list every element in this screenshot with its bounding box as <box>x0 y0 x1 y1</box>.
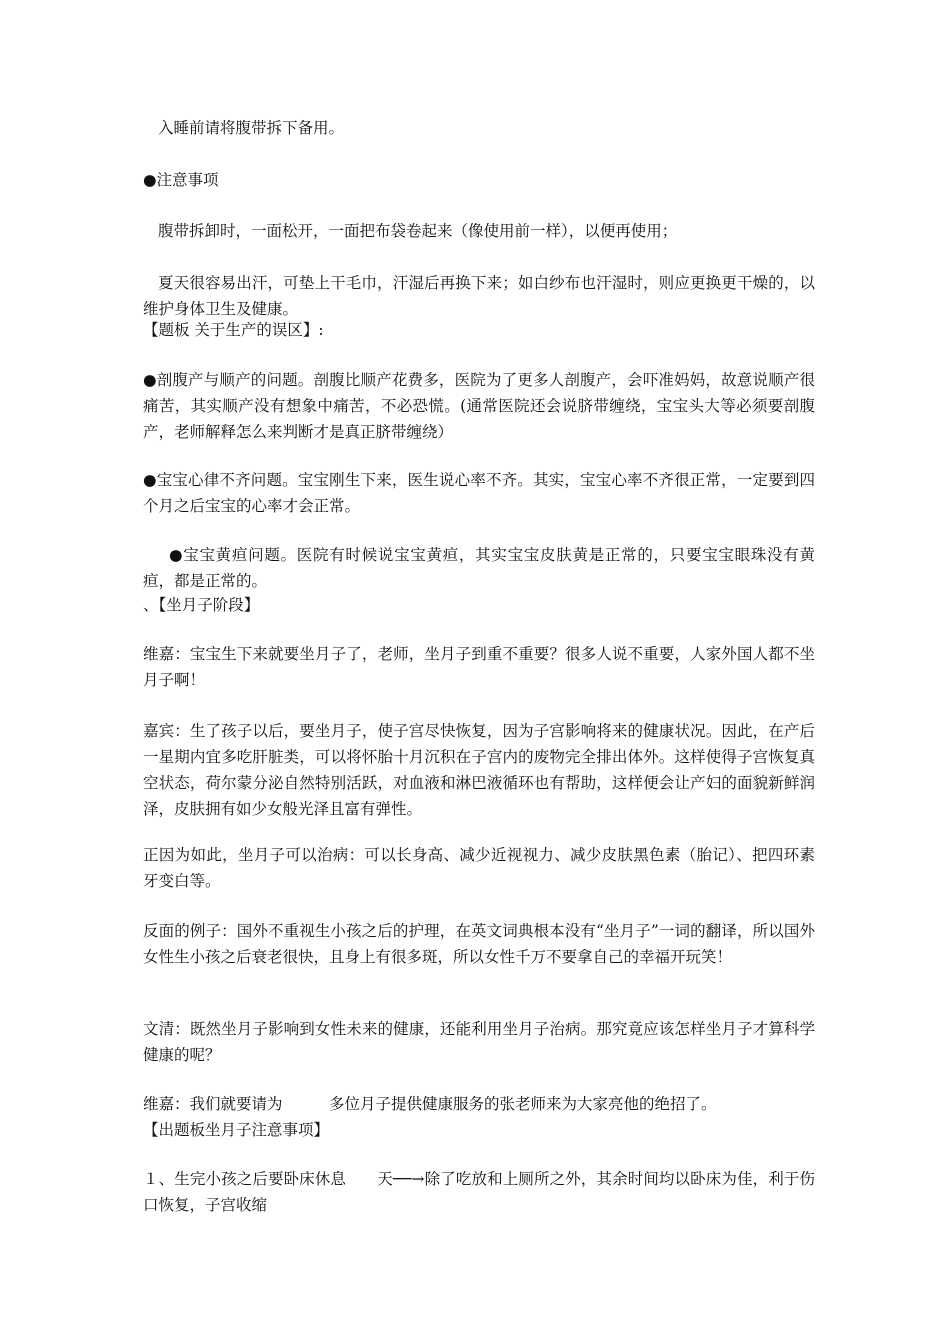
paragraph-weijia-question: 维嘉：宝宝生下来就要坐月子了，老师，坐月子到重不重要？很多人说不重要，人家外国人都不坐月子啊！ <box>143 645 815 689</box>
paragraph-weijia-introduction: 维嘉：我们就要请为 多位月子提供健康服务的张老师来为大家亮他的绝招了。 <box>143 1095 717 1113</box>
paragraph-guest-answer: 嘉宾：生了孩子以后，要坐月子，使子宫尽快恢复，因为子宫影响将来的健康状况。因此，在产后一星期内宜多吃肝脏类，可以将怀胎十月沉积在子宫内的废物完全排出体外。这样使得子宫恢复真空状态，荷尔蒙分泌自然特别活跃，对血液和淋巴液循环也有帮助，这样便会让产妇的面貌新鲜润泽，皮肤拥有如少女般光泽且富有弹性。 <box>143 722 815 818</box>
section-heading-childbirth-myths: 【题板 关于生产的误区】: <box>143 321 324 339</box>
section-heading-precautions: ●注意事项 <box>143 171 219 189</box>
section-heading-confinement-stage: 、【坐月子阶段】 <box>143 596 260 614</box>
paragraph-wenqing-question: 文清：既然坐月子影响到女性未来的健康，还能利用坐月子治病。那究竟应该怎样坐月子才算科学健康的呢？ <box>143 1020 815 1064</box>
paragraph-jaundice: ●宝宝黄疸问题。医院有时候说宝宝黄疸，其实宝宝皮肤黄是正常的，只要宝宝眼珠没有黄疸，都是正常的。 <box>143 546 815 590</box>
paragraph-counter-example: 反面的例子：国外不重视生小孩之后的护理，在英文词典根本没有“坐月子”一词的翻译，所以国外女性生小孩之后衰老很快，且身上有很多斑，所以女性千万不要拿自己的幸福开玩笑！ <box>143 922 815 966</box>
paragraph-belt-removal-note: 入睡前请将腹带拆下备用。 <box>158 119 345 137</box>
paragraph-summer-sweat: 夏天很容易出汗，可垫上干毛巾，汗湿后再换下来；如白纱布也汗湿时，则应更换更干燥的，以维护身体卫生及健康。 <box>143 274 815 318</box>
paragraph-belt-unfasten: 腹带拆卸时，一面松开，一面把布袋卷起来（像使用前一样），以便再使用； <box>158 222 678 240</box>
section-heading-confinement-notes: 【出题板坐月子注意事项】 <box>143 1121 330 1139</box>
list-item-bed-rest: １、生完小孩之后要卧床休息 天──→除了吃放和上厕所之外，其余时间均以卧床为佳，利于伤口恢复，子宫收缩 <box>143 1170 815 1214</box>
paragraph-heart-rhythm: ●宝宝心律不齐问题。宝宝刚生下来，医生说心率不齐。其实，宝宝心率不齐很正常，一定要到四个月之后宝宝的心率才会正常。 <box>143 471 815 515</box>
paragraph-confinement-cures: 正因为如此，坐月子可以治病：可以长身高、减少近视视力、减少皮肤黑色素（胎记）、把四环素牙变白等。 <box>143 846 815 890</box>
paragraph-cesarean-vs-natural: ●剖腹产与顺产的问题。剖腹比顺产花费多，医院为了更多人剖腹产，会吓准妈妈，故意说顺产很痛苦，其实顺产没有想象中痛苦，不必恐慌。(通常医院还会说脐带缠绕，宝宝头大等必须要剖腹产，老师解释怎么来判断才是真正脐带缠绕） <box>143 371 815 441</box>
